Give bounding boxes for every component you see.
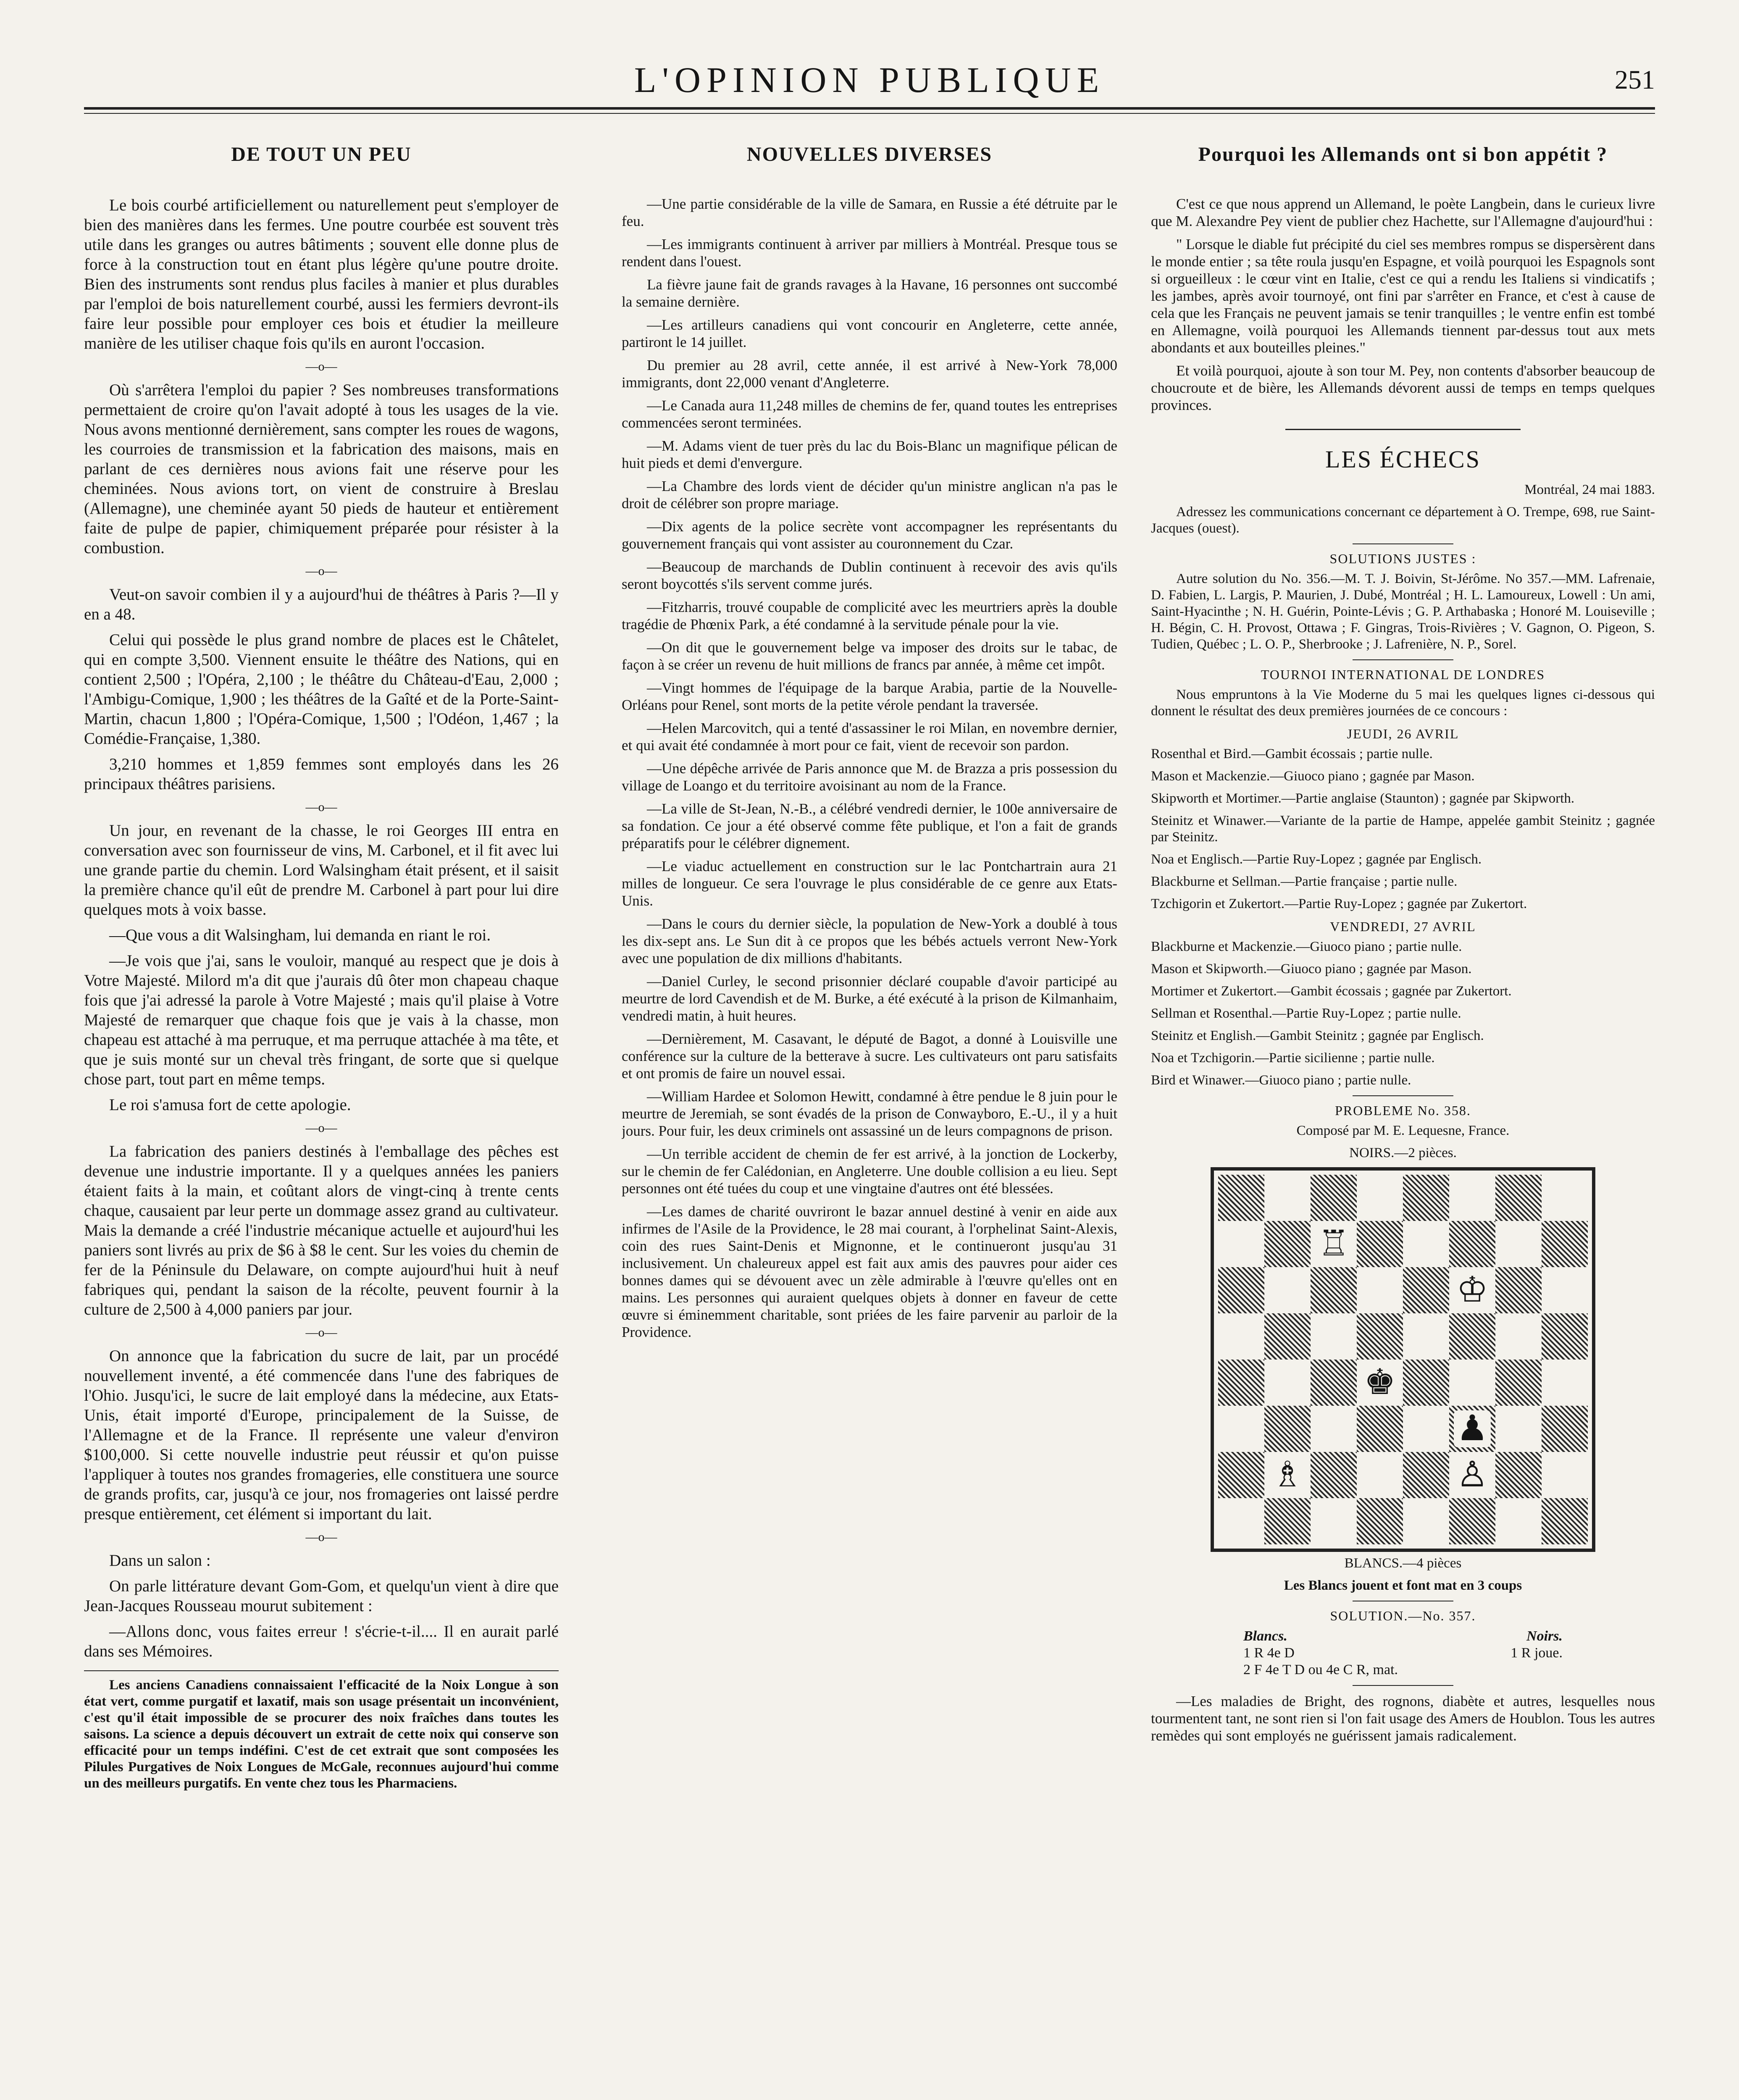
board-square	[1495, 1175, 1542, 1221]
board-square	[1311, 1221, 1357, 1267]
tournament-day-heading: JEUDI, 26 AVRIL	[1347, 726, 1459, 741]
board-square	[1495, 1313, 1542, 1360]
chess-address: Adressez les communications concernant ce département à O. Trempe, 698, rue Saint-Jacques (ouest).	[1151, 504, 1655, 536]
board-square	[1357, 1452, 1403, 1498]
white-pieces-label: BLANCS.—4 pièces	[1344, 1556, 1462, 1571]
board-square	[1495, 1360, 1542, 1406]
article-paragraph: —Je vois que j'ai, sans le vouloir, manqué au respect que je dois à Votre Majesté. Milord m'a dit que j'aurais dû ôter mon chapeau chaque fois que j'ai adressé la parole à Votre Majesté ; mais qu'il plaise à Votre Majesté de remarquer que chaque fois que je vais à la chasse, mon chapeau est attaché à ma perruque, et ma perruque attachée à ma tête, et que je suis monté sur un cheval très fringant, de sorte que si quelque chose part, tout part en même temps.	[84, 952, 559, 1088]
chess-heading: LES ÉCHECS	[1325, 446, 1481, 473]
tournament-result: Sellman et Rosenthal.—Partie Ruy-Lopez ; partie nulle.	[1151, 1006, 1461, 1021]
tournament-result: Blackburne et Mackenzie.—Giuoco piano ; partie nulle.	[1151, 939, 1462, 954]
board-square	[1264, 1267, 1311, 1313]
board-square	[1542, 1175, 1588, 1221]
article-paragraph: 3,210 hommes et 1,859 femmes sont employés dans les 26 principaux théâtres parisiens.	[84, 755, 559, 793]
news-item: —Dans le cours du dernier siècle, la population de New-York a doublé à tous les dix-sept ans. Le Sun dit à ce propos que les bébés actuels verront New-York avec une population de dix millions d'habitants.	[622, 916, 1117, 966]
solution-move-row	[1243, 1662, 1563, 1678]
board-square	[1542, 1313, 1588, 1360]
article-paragraph: La fabrication des paniers destinés à l'emballage des pêches est devenue une industrie importante. Il y a quelques années les paniers étaient faits à la main, et coûtant alors de vingt-cinq à trente cents chaque, causaient par leur perte un dommage assez grand au cultivateur. Mais la demande a créé l'industrie mécanique actuelle et aujourd'hui les paniers sont livrés au prix de $6 à $8 le cent. Sur les voies du chemin de fer de la Péninsule du Delaware, on compte aujourd'hui huit à neuf fabriques qui, pendant la saison de la récolte, peuvent fournir à la culture de 2,500 à 4,000 paniers par jour.	[84, 1142, 559, 1318]
board-square	[1449, 1406, 1495, 1452]
news-item: —Une partie considérable de la ville de Samara, en Russie a été détruite par le feu.	[622, 196, 1117, 229]
board-square	[1357, 1313, 1403, 1360]
board-square	[1264, 1498, 1311, 1544]
tournament-result: Blackburne et Sellman.—Partie française ; partie nulle.	[1151, 874, 1458, 889]
article-paragraph: —Allons donc, vous faites erreur ! s'écrie-t-il.... Il en aurait parlé dans ses Mémoires.	[84, 1622, 559, 1660]
tournament-day-heading: VENDREDI, 27 AVRIL	[1330, 919, 1476, 934]
tournament-result: Skipworth et Mortimer.—Partie anglaise (Staunton) ; gagnée par Skipworth.	[1151, 791, 1575, 806]
news-item: —Les artilleurs canadiens qui vont concourir en Angleterre, cette année, partiront le 14 juillet.	[622, 317, 1117, 350]
board-square	[1495, 1221, 1542, 1267]
solutions-heading: SOLUTIONS JUSTES :	[1329, 551, 1476, 566]
article-paragraph: Et voilà pourquoi, ajoute à son tour M. Pey, non contents d'absorber beaucoup de choucroute et de bière, les Allemands dévorent aussi de temps en temps quelques provinces.	[1151, 362, 1655, 413]
article-paragraph: Où s'arrêtera l'emploi du papier ? Ses nombreuses transformations permettaient de croire qu'on l'avait adopté à tous les usages de la vie. Nous avons mentionné dernièrement, sans compter les roues de wagons, les courroies de transmission et la fabrication des maisons, mais en parlant de ces dernières nous avions fait une réserve pour les cheminées. Nous avions tort, on vient de construire à Breslau (Allemagne), une cheminée ayant 50 pieds de hauteur et entièrement faite de pulpe de papier, chimiquement préparée pour résister à la combustion.	[84, 381, 559, 557]
board-square	[1357, 1498, 1403, 1544]
tournament-result: Rosenthal et Bird.—Gambit écossais ; partie nulle.	[1151, 746, 1433, 761]
board-square	[1542, 1498, 1588, 1544]
separator: —o—	[305, 1326, 337, 1339]
board-square	[1311, 1313, 1357, 1360]
board-square	[1449, 1313, 1495, 1360]
article-paragraph: C'est ce que nous apprend un Allemand, le poète Langbein, dans le curieux livre que M. Alexandre Pey vient de publier chez Hachette, sur l'Allemagne d'aujourd'hui :	[1151, 196, 1655, 229]
newspaper-title: L'OPINION PUBLIQUE	[634, 60, 1105, 100]
chess-board-frame	[1211, 1167, 1595, 1552]
article-paragraph: " Lorsque le diable fut précipité du ciel ses membres rompus se dispersèrent dans le monde entier ; sa tête roula jusqu'en Espagne, et voilà pourquoi les Espagnols sont si orgueilleux : le cœur vint en Italie, c'est ce qui a rendu les Italiens si vindicatifs ; les jambes, après avoir tournoyé, ont fini par s'arrêter en France, et c'est à cause de cela que les Français ne peuvent jamais se tenir tranquilles ; le ventre enfin est tombé en Allemagne, voilà pourquoi les Allemands tiennent par-dessus tout aux mets abondants et aux bouteilles pleines."	[1151, 236, 1655, 356]
chess-dateline: Montréal, 24 mai 1883.	[1524, 482, 1655, 497]
solution-black-label: Noirs.	[1526, 1628, 1563, 1644]
solution-table	[1243, 1628, 1563, 1678]
board-square	[1403, 1452, 1449, 1498]
problem-instruction: Les Blancs jouent et font mat en 3 coups	[1284, 1578, 1522, 1593]
board-square	[1264, 1406, 1311, 1452]
white-rook-piece: ♖	[1315, 1226, 1352, 1263]
news-item: —La Chambre des lords vient de décider qu'un ministre anglican n'a pas le droit de célébrer son propre mariage.	[622, 478, 1117, 512]
white-king-piece: ♔	[1454, 1272, 1490, 1309]
news-item: —Dernièrement, M. Casavant, le député de Bagot, a donné à Louisville une conférence sur la culture de la betterave à sucre. Les cultivateurs ont paru satisfaits et ont promis de faire un nouvel essai.	[622, 1031, 1117, 1082]
news-list	[622, 195, 1117, 1341]
solution-move-row	[1243, 1645, 1563, 1662]
article-paragraph: Dans un salon :	[109, 1551, 211, 1570]
tournament-heading: TOURNOI INTERNATIONAL DE LONDRES	[1261, 667, 1545, 682]
article-paragraph: On annonce que la fabrication du sucre de lait, par un procédé nouvellement inventé, a été commencée dans l'une des fabriques de l'Ohio. Jusqu'ici, le sucre de lait employé dans la médecine, aux Etats-Unis, était importé d'Europe, principalement de la Suisse, de l'Allemagne et de la France. Il représente une valeur d'environ $100,000. Si cette nouvelle industrie peut réussir et qu'on puisse l'appliquer à toutes nos grandes fromageries, elle constituera une source de grands profits, car, jusqu'à ce jour, nos fromageries ont laissé perdre presque entièrement, cet élément si important du lait.	[84, 1347, 559, 1523]
news-item: —On dit que le gouvernement belge va imposer des droits sur le tabac, de façon à se créer un revenu de huit millions de francs par année, à même cet impôt.	[622, 639, 1117, 673]
section-heading: NOUVELLES DIVERSES	[746, 143, 993, 165]
board-square	[1357, 1360, 1403, 1406]
tournament-result: Noa et Englisch.—Partie Ruy-Lopez ; gagnée par Englisch.	[1151, 852, 1482, 867]
board-square	[1449, 1267, 1495, 1313]
board-square	[1542, 1452, 1588, 1498]
white-pawn-piece: ♙	[1454, 1457, 1490, 1494]
news-item: —Daniel Curley, le second prisonnier déclaré coupable d'avoir participé au meurtre de lord Cavendish et de M. Burke, a été exécuté à la prison de Kilmanhaim, vendredi matin, à huit heures.	[622, 973, 1117, 1024]
news-item: —Dix agents de la police secrète vont accompagner les représentants du gouvernement français qui vont assister au couronnement du Czar.	[622, 518, 1117, 552]
board-square	[1403, 1221, 1449, 1267]
board-square	[1311, 1175, 1357, 1221]
article-paragraph: Celui qui possède le plus grand nombre de places est le Châtelet, qui en compte 3,500. Viennent ensuite le théâtre des Nations, qui en contient 2,500 ; l'Opéra, 2,100 ; le théâtre du Château-d'Eau, 2,000 ; l'Ambigu-Comique, 1,900 ; les théâtres de la Gaîté et de la Porte-Saint-Martin, chacun 1,800 ; l'Opéra-Comique, 1,500 ; l'Odéon, 1,467 ; la Comédie-Française, 1,380.	[84, 631, 559, 748]
board-square	[1218, 1175, 1264, 1221]
solution-white-label: Blancs.	[1243, 1628, 1287, 1644]
board-square	[1542, 1406, 1588, 1452]
solution-moves	[1243, 1645, 1563, 1678]
tournament-result: Bird et Winawer.—Giuoco piano ; partie nulle.	[1151, 1073, 1411, 1088]
news-item: —Fitzharris, trouvé coupable de complicité avec les meurtriers après la double tragédie de Phœnix Park, a été condamné à la servitude pénale pour la vie.	[622, 599, 1117, 633]
board-square	[1264, 1221, 1311, 1267]
board-square	[1357, 1221, 1403, 1267]
board-square	[1495, 1267, 1542, 1313]
black-king-piece: ♚	[1361, 1364, 1398, 1401]
news-item: —Le Canada aura 11,248 milles de chemins de fer, quand toutes les entreprises commencées seront terminées.	[622, 397, 1117, 431]
article-paragraph: Le bois courbé artificiellement ou naturellement peut s'employer de bien des manières dans les fermes. Une poutre courbée est souvent très utile dans les granges ou autres bâtiments ; souvent elle donne plus de force à la construction tout en étant plus légère qu'une poutre droite. Bien des instruments sont rendus plus faciles à manier et plus durables par l'emploi de bois naturellement courbé, aussi les fermiers devront-ils faire leur possible pour employer ces bois et étudier la meilleure manière de les utiliser chaque fois qu'ils en auront l'occasion.	[84, 196, 559, 352]
section-rule	[1353, 659, 1453, 660]
black-pieces-label: NOIRS.—2 pièces.	[1349, 1145, 1457, 1160]
board-square	[1218, 1452, 1264, 1498]
black-pawn-piece: ♟	[1454, 1410, 1490, 1447]
solution-black-move: 1 R joue.	[1510, 1645, 1563, 1661]
news-item: —William Hardee et Solomon Hewitt, condamné à être pendue le 8 juin pour le meurtre de Jeremiah, se sont évadés de la prison de Conwayboro, E.-U., il y a huit jours. Pour fuir, les deux criminels ont assassiné un de leurs compagnons de prison.	[622, 1088, 1117, 1139]
board-square	[1403, 1175, 1449, 1221]
board-square	[1449, 1498, 1495, 1544]
solution-heading: SOLUTION.—No. 357.	[1330, 1608, 1476, 1623]
news-item: —Une dépêche arrivée de Paris annonce que M. de Brazza a pris possession du village de Loango et du territoire avoisinant au nom de la France.	[622, 760, 1117, 794]
separator: —o—	[305, 1530, 337, 1544]
board-square	[1311, 1360, 1357, 1406]
news-item: —M. Adams vient de tuer près du lac du Bois-Blanc un magnifique pélican de huit pieds et demi d'envergure.	[622, 438, 1117, 471]
problem-heading: PROBLEME No. 358.	[1335, 1103, 1471, 1118]
board-square	[1218, 1360, 1264, 1406]
board-square	[1218, 1221, 1264, 1267]
board-square	[1311, 1452, 1357, 1498]
separator: —o—	[305, 1121, 337, 1135]
section-rule	[1353, 1685, 1453, 1686]
masthead-rule	[84, 107, 1655, 114]
article-paragraph: On parle littérature devant Gom-Gom, et quelqu'un vient à dire que Jean-Jacques Rousseau mourut subitement :	[84, 1577, 559, 1615]
board-square	[1311, 1498, 1357, 1544]
news-item: —Un terrible accident de chemin de fer est arrivé, à la jonction de Lockerby, sur le chemin de fer Calédonian, en Angleterre. Une double collision a eu lieu. Sept personnes ont été tuées du coup et une vingtaine d'autres ont été blessées.	[622, 1146, 1117, 1197]
chess-board	[1218, 1175, 1588, 1544]
tournament-result: Noa et Tzchigorin.—Partie sicilienne ; partie nulle.	[1151, 1050, 1435, 1066]
section-heading: DE TOUT UN PEU	[231, 143, 412, 165]
column-nouvelles-diverses	[622, 143, 1117, 2100]
news-item: —Le viaduc actuellement en construction sur le lac Pontchartrain aura 21 milles de longueur. Ce sera l'ouvrage le plus considérable de ce genre aux Etats-Unis.	[622, 858, 1117, 909]
board-square	[1449, 1175, 1495, 1221]
news-item: La fièvre jaune fait de grands ravages à la Havane, 16 personnes ont succombé la semaine dernière.	[622, 276, 1117, 310]
advertisement-noix-longue	[84, 1670, 559, 1792]
board-square	[1218, 1406, 1264, 1452]
board-square	[1495, 1452, 1542, 1498]
board-square	[1218, 1498, 1264, 1544]
news-item: Du premier au 28 avril, cette année, il est arrivé à New-York 78,000 immigrants, dont 22,000 venant d'Angleterre.	[622, 357, 1117, 391]
board-square	[1264, 1175, 1311, 1221]
board-square	[1218, 1267, 1264, 1313]
solution-white-move: 1 R 4e D	[1243, 1645, 1295, 1661]
solution-header-row	[1243, 1628, 1563, 1645]
column-de-tout-un-peu	[84, 143, 559, 2100]
problem-author: Composé par M. E. Lequesne, France.	[1296, 1123, 1510, 1138]
tournament-day1-results	[1151, 746, 1655, 912]
board-square	[1542, 1267, 1588, 1313]
board-square	[1403, 1498, 1449, 1544]
tournament-result: Mason et Skipworth.—Giuoco piano ; gagnée par Mason.	[1151, 961, 1472, 976]
board-square	[1449, 1360, 1495, 1406]
tournament-result: Steinitz et English.—Gambit Steinitz ; gagnée par Englisch.	[1151, 1028, 1484, 1043]
news-item: —Les immigrants continuent à arriver par milliers à Montréal. Presque tous se rendent dans l'ouest.	[622, 236, 1117, 270]
board-square	[1311, 1406, 1357, 1452]
separator: —o—	[305, 564, 337, 578]
board-square	[1218, 1313, 1264, 1360]
board-square	[1542, 1360, 1588, 1406]
closing-paragraph: —Les maladies de Bright, des rognons, diabète et autres, lesquelles nous tourmentent tant, ne sont rien si l'on fait usage des Amers de Houblon. Tous les autres remèdes qui sont employés ne guérissent jamais radicalement.	[1151, 1693, 1655, 1744]
section-heading: Pourquoi les Allemands ont si bon appétit ?	[1198, 143, 1608, 165]
board-square	[1495, 1498, 1542, 1544]
column-allemands-echecs	[1151, 143, 1655, 2100]
tournament-result: Mason et Mackenzie.—Giuoco piano ; gagnée par Mason.	[1151, 769, 1475, 784]
board-square	[1542, 1221, 1588, 1267]
board-square	[1449, 1452, 1495, 1498]
board-square	[1403, 1360, 1449, 1406]
tournament-day2-results	[1151, 939, 1655, 1089]
page-number: 251	[1615, 65, 1655, 94]
article-paragraph: Un jour, en revenant de la chasse, le roi Georges III entra en conversation avec son fournisseur de vins, M. Carbonel, et il fit avec lui une grande partie du chemin. Lord Walsingham était présent, et il saisit la première chance qu'il eût de prendre M. Carbonel à part pour lui dire quelques mots à voix basse.	[84, 822, 559, 919]
board-square	[1403, 1313, 1449, 1360]
separator: —o—	[305, 360, 337, 373]
tournament-intro: Nous empruntons à la Vie Moderne du 5 mai les quelques lignes ci-dessous qui donnent le résultat des deux premières journées de ce concours :	[1151, 687, 1655, 719]
board-square	[1357, 1175, 1403, 1221]
board-square	[1403, 1267, 1449, 1313]
article-paragraph: Veut-on savoir combien il y a aujourd'hui de théâtres à Paris ?—Il y en a 48.	[84, 585, 559, 623]
board-square	[1403, 1406, 1449, 1452]
board-square	[1495, 1406, 1542, 1452]
article-paragraph: —Que vous a dit Walsingham, lui demanda en riant le roi.	[109, 926, 491, 944]
section-rule	[1353, 1095, 1453, 1096]
solution-white-move: 2 F 4e T D ou 4e C R, mat.	[1243, 1662, 1398, 1677]
solutions-text: Autre solution du No. 356.—M. T. J. Boivin, St-Jérôme. No 357.—MM. Lafrenaie, D. Fabien, L. Largis, P. Maurien, J. Dubé, Montréal ; H. L. Lamoureux, Lowell : Un ami, Saint-Hyacinthe ; N. H. Guérin, Pointe-Lévis ; G. P. Arthabaska ; Honoré M. Louiseville ; H. Bégin, C. H. Provost, Ottawa ; F. Gingras, Trois-Rivières ; V. Gagnon, O. Pigeon, S. Tudien, Québec ; L. O. P., Sherbrooke ; J. Lafrenière, N. P., Sorel.	[1151, 571, 1655, 652]
tournament-result: Steinitz et Winawer.—Variante de la partie de Hampe, appelée gambit Steinitz ; gagnée par Steinitz.	[1151, 813, 1655, 845]
board-square	[1357, 1406, 1403, 1452]
board-square	[1264, 1452, 1311, 1498]
board-square	[1264, 1360, 1311, 1406]
white-bishop-piece: ♗	[1269, 1457, 1306, 1494]
board-square	[1357, 1267, 1403, 1313]
news-item: —Vingt hommes de l'équipage de la barque Arabia, partie de la Nouvelle-Orléans pour Renel, sont morts de la petite vérole pendant la traversée.	[622, 680, 1117, 713]
article-paragraph: Le roi s'amusa fort de cette apologie.	[109, 1096, 351, 1114]
news-item: —Beaucoup de marchands de Dublin continuent à recevoir des avis qu'ils seront boycottés s'ils servent comme jurés.	[622, 559, 1117, 592]
news-item: —La ville de St-Jean, N.-B., a célébré vendredi dernier, le 100e anniversaire de sa fondation. Ce jour a été observé comme fête publique, et l'on a fait de grands préparatifs pour le célébrer dignement.	[622, 801, 1117, 851]
board-square	[1264, 1313, 1311, 1360]
masthead	[84, 59, 1655, 105]
separator: —o—	[305, 800, 337, 814]
board-square	[1311, 1267, 1357, 1313]
news-item: —Les dames de charité ouvriront le bazar annuel destiné à venir en aide aux infirmes de l'Asile de la Providence, le 28 mai courant, à l'orphelinat Saint-Alexis, coin des rues Saint-Denis et Mignonne, et le continueront jusqu'au 31 inclusivement. Un chaleureux appel est fait aux amis des pauvres pour aider ces bonnes dames qui se dévouent avec un zèle admirable à l'œuvre qu'elles ont en mains. Les personnes qui auraient quelques objets à donner en faveur de cette œuvre si éminemment charitable, sont priées de les faire parvenir au parloir de la Providence.	[622, 1203, 1117, 1340]
board-square	[1449, 1221, 1495, 1267]
section-rule	[1353, 543, 1453, 544]
section-rule	[1285, 429, 1521, 430]
news-item: —Helen Marcovitch, qui a tenté d'assassiner le roi Milan, en novembre dernier, et qui avait été condamnée à mort pour ce fait, vient de recevoir son pardon.	[622, 720, 1117, 753]
advertisement-text: Les anciens Canadiens connaissaient l'efficacité de la Noix Longue à son état vert, comme purgatif et laxatif, mais son usage présentait un inconvénient, c'est qu'il était impossible de se procurer des noix fraîches dans toutes les saisons. La science a depuis découvert un extrait de cette noix qui conserve son efficacité pour un temps indéfini. C'est de cet extrait que sont composées les Pilules Purgatives de Noix Longues de McGale, reconnues aujourd'hui comme un des meilleurs purgatifs. En vente chez tous les Pharmaciens.	[84, 1677, 559, 1791]
tournament-result: Mortimer et Zukertort.—Gambit écossais ; gagnée par Zukertort.	[1151, 984, 1512, 999]
tournament-result: Tzchigorin et Zukertort.—Partie Ruy-Lopez ; gagnée par Zukertort.	[1151, 896, 1527, 911]
